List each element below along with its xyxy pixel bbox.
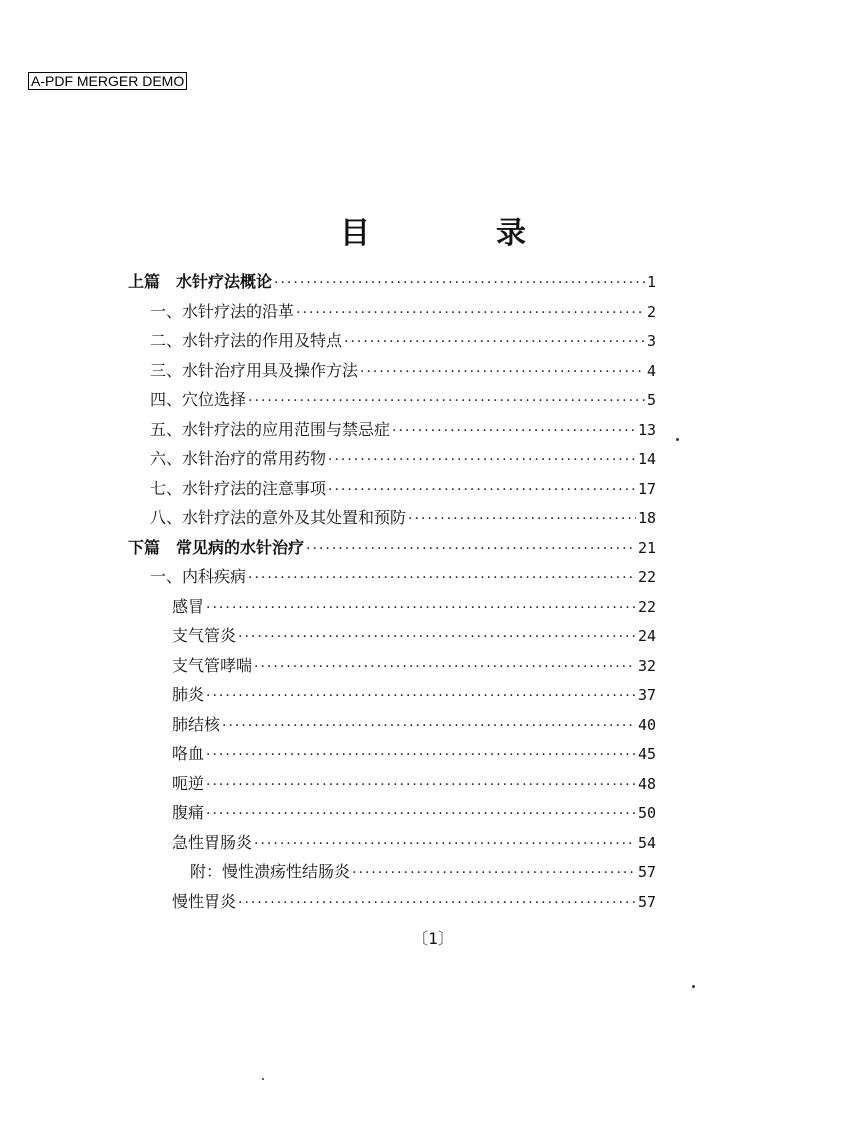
toc-entry [172,681,656,709]
toc-entry [172,888,656,916]
toc-entry [172,770,656,798]
toc-entry-label: 支气管哮喘 [172,655,253,675]
page-number: 〔1〕 [412,929,454,948]
page-title: 目 录 [340,216,574,251]
toc-entry-label: 肺结核 [172,714,221,734]
toc-entry [150,357,656,385]
toc-entry-page: 50 [637,804,656,822]
toc-entry-label: 肺炎 [172,685,205,704]
toc-leader-dots [206,594,636,622]
toc-entry [172,829,656,857]
toc-entry-page: 48 [637,774,656,793]
toc-entry-label: 四、穴位选择 [150,390,247,409]
toc-leader-dots [238,889,636,917]
toc-entry-label: 三、水针治疗用具及操作方法 [150,360,359,380]
toc-entry [172,593,656,621]
toc-leader-dots [352,859,636,887]
toc-entry [150,445,656,473]
watermark-label: A-PDF MERGER DEMO [28,72,187,90]
toc-entry [150,298,656,326]
toc-part-heading [128,534,656,562]
toc-leader-dots [222,712,636,740]
toc-leader-dots [392,417,636,445]
toc-leader-dots [254,653,636,681]
toc-leader-dots [344,328,645,356]
toc-entry-page: 32 [637,656,656,675]
toc-entry-label: 六、水针治疗的常用药物 [150,449,327,468]
toc-leader-dots [274,269,645,297]
toc-entry [150,327,656,355]
toc-leader-dots [328,446,636,474]
scan-speck [692,985,695,988]
toc-entry-label: 五、水针疗法的应用范围与禁忌症 [150,419,391,439]
toc-entry-label: 下篇 常见病的水针治疗 [128,537,305,557]
toc-entry-label: 七、水针疗法的注意事项 [150,478,327,498]
toc-entry [150,504,656,532]
toc-entry-label: 附：慢性溃疡性结肠炎 [190,862,351,881]
toc-entry-page: 57 [637,863,656,881]
toc-leader-dots [206,682,636,710]
toc-entry-label: 呃逆 [172,773,205,793]
toc-entry [150,416,656,444]
toc-entry-page: 2 [646,302,656,321]
scan-speck [676,438,679,441]
toc-entry-page: 37 [637,686,656,704]
toc-entry-label: 支气管炎 [172,626,237,645]
toc-leader-dots [296,299,645,327]
toc-leader-dots [238,623,636,651]
toc-leader-dots [248,387,645,415]
toc-entry-label: 腹痛 [172,803,205,822]
toc-leader-dots [328,476,636,504]
toc-entry [172,711,656,739]
toc-entry-page: 22 [637,568,656,586]
toc-entry-label: 咯血 [172,744,205,763]
toc-entry-label: 急性胃肠炎 [172,832,253,852]
toc-entry-label: 感冒 [172,596,205,616]
toc-entry-page: 18 [637,509,656,527]
toc-entry-label: 二、水针疗法的作用及特点 [150,331,343,350]
toc-entry-label: 上篇 水针疗法概论 [128,272,273,291]
toc-entry [172,740,656,768]
toc-entry [150,563,656,591]
toc-entry-page: 22 [637,597,656,616]
toc-part-heading [128,268,656,296]
toc-leader-dots [206,800,636,828]
toc-entry-page: 24 [637,627,656,645]
toc-entry-page: 57 [637,892,656,911]
scan-speck [262,1078,264,1080]
toc-entry-label: 一、内科疾病 [150,567,247,586]
toc-entry-page: 21 [637,538,656,557]
toc-entry-page: 5 [646,391,656,409]
toc-entry [190,858,656,886]
toc-entry-page: 4 [646,361,656,380]
toc-leader-dots [206,771,636,799]
toc-entry-page: 17 [637,479,656,498]
toc-leader-dots [206,741,636,769]
toc-entry-page: 45 [637,745,656,763]
toc-entry-page: 40 [637,715,656,734]
toc-entry-label: 一、水针疗法的沿革 [150,301,295,321]
toc-leader-dots [360,358,645,386]
toc-entry-page: 3 [646,332,656,350]
toc-entry [150,475,656,503]
toc-entry [150,386,656,414]
toc-entry-label: 八、水针疗法的意外及其处置和预防 [150,508,407,527]
toc-entry [172,622,656,650]
toc-entry-page: 14 [637,450,656,468]
toc-leader-dots [248,564,636,592]
toc-leader-dots [408,505,636,533]
toc-entry [172,799,656,827]
toc-leader-dots [306,535,636,563]
toc-entry-page: 13 [637,420,656,439]
toc-entry-label: 慢性胃炎 [172,891,237,911]
toc-entry-page: 1 [646,273,656,291]
toc-entry-page: 54 [637,833,656,852]
toc-leader-dots [254,830,636,858]
toc-entry [172,652,656,680]
